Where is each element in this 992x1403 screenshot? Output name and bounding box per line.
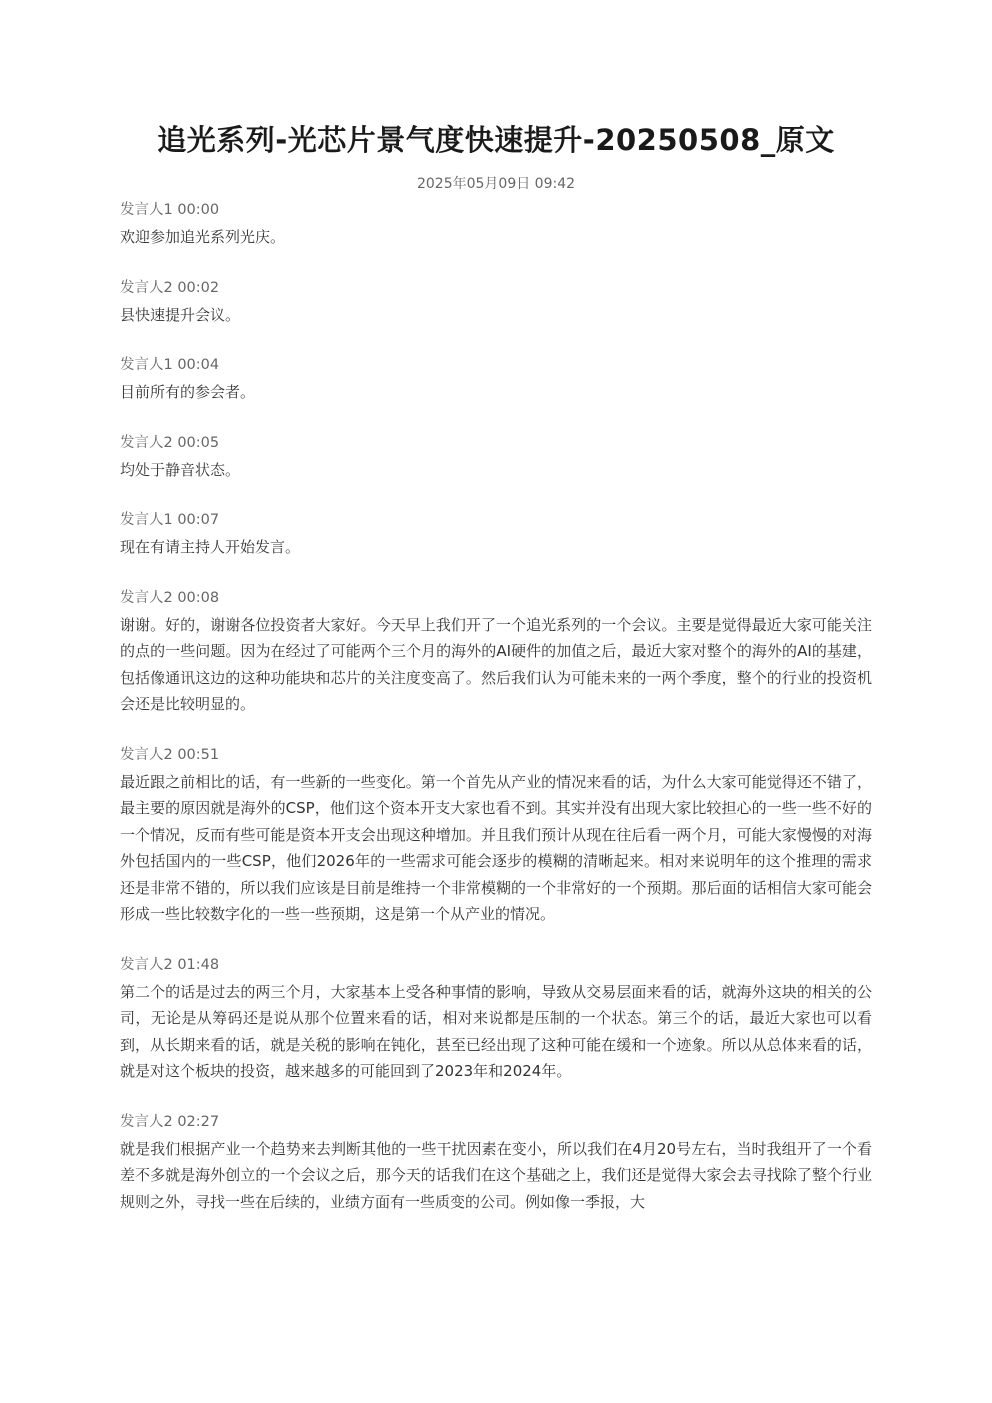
speaker-timestamp: 发言人1 00:04 — [120, 357, 220, 373]
speaker-timestamp: 发言人2 01:48 — [120, 956, 220, 973]
speech-text: 目前所有的参会者。 — [120, 383, 256, 401]
transcript-entry — [120, 277, 872, 329]
speaker-timestamp: 发言人1 00:07 — [120, 512, 220, 528]
document-title: 追光系列-光芯片景气度快速提升-20250508_原文 — [157, 123, 835, 157]
speech-text: 现在有请主持人开始发言。 — [120, 538, 301, 556]
transcript-entry — [120, 587, 872, 718]
speech-text: 均处于静音状态。 — [120, 460, 241, 479]
speaker-timestamp: 发言人2 00:08 — [120, 589, 220, 606]
transcript-entry — [120, 432, 872, 484]
speaker-timestamp: 发言人2 00:02 — [120, 279, 220, 296]
speaker-timestamp: 发言人2 02:27 — [120, 1113, 220, 1130]
speech-text: 谢谢。好的，谢谢各位投资者大家好。今天早上我们开了一个追光系列的一个会议。主要是觉得最近大家可能关注的点的一些问题。因为在经过了可能两个三个月的海外的AI硬件的加值之后，最近大家对整个的海外的AI的基建，包括像通讯这边的这种功能块和芯片的关注度变高了。然后我们认为可能未来的一两个季度，整个的行业的投资机会还是比较明显的。 — [120, 615, 872, 713]
transcript-entry — [120, 354, 872, 406]
transcript-entry — [120, 509, 872, 561]
speech-text: 就是我们根据产业一个趋势来去判断其他的一些干扰因素在变小，所以我们在4月20号左右，当时我组开了一个看差不多就是海外创立的一个会议之后，那今天的话我们在这个基础之上，我们还是觉得大家会去寻找除了整个行业规则之外，寻找一些在后续的，业绩方面有一些质变的公司。例如像一季报，大 — [120, 1139, 872, 1211]
document-date: 2025年05月09日 09:42 — [416, 176, 576, 192]
transcript — [120, 199, 872, 1241]
transcript-entry — [120, 744, 872, 928]
speaker-timestamp: 发言人2 00:51 — [120, 746, 220, 763]
speech-text: 最近跟之前相比的话，有一些新的一些变化。第一个首先从产业的情况来看的话，为什么大家可能觉得还不错了，最主要的原因就是海外的CSP，他们这个资本开支大家也看不到。其实并没有出现大家比较担心的一些一些不好的一个情况，反而有些可能是资本开支会出现这种增加。并且我们预计从现在往后看一两个月，可能大家慢慢的对海外包括国内的一些CSP，他们2026年的一些需求可能会逐步的模糊的清晰起来。相对来说明年的这个推理的需求还是非常不错的，所以我们应该是目前是维持一个非常模糊的一个非常好的一个预期。那后面的话相信大家可能会形成一些比较数字化的一些一些预期，这是第一个从产业的情况。 — [120, 772, 872, 923]
speech-text: 第二个的话是过去的两三个月，大家基本上受各种事情的影响，导致从交易层面来看的话，就海外这块的相关的公司，无论是从筹码还是说从那个位置来看的话，相对来说都是压制的一个状态。第三个的话，最近大家也可以看到，从长期来看的话，就是关税的影响在钝化，甚至已经出现了这种可能在缓和一个迹象。所以从总体来看的话，就是对这个板块的投资，越来越多的可能回到了2023年和2024年。 — [120, 982, 872, 1080]
transcript-entry — [120, 199, 872, 251]
speech-text: 欢迎参加追光系列光庆。 — [120, 228, 286, 246]
speech-text: 县快速提升会议。 — [120, 305, 241, 324]
transcript-entry — [120, 954, 872, 1085]
speaker-timestamp: 发言人1 00:00 — [120, 202, 220, 218]
transcript-entry — [120, 1111, 872, 1216]
speaker-timestamp: 发言人2 00:05 — [120, 434, 220, 451]
